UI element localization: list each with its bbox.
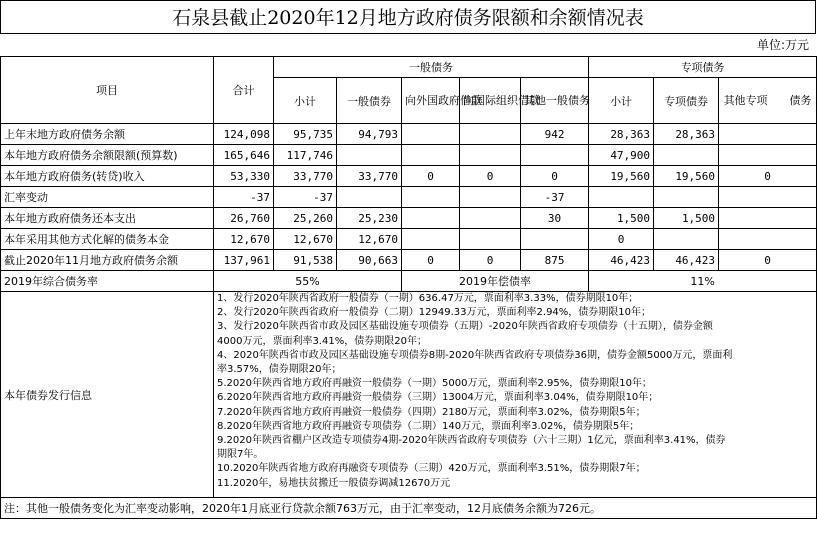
- issuance-line: 8.2020年陕西省地方政府再融资专项债券（二期）140万元，票面利率3.02%，债券期限5年；: [217, 420, 640, 432]
- cell-general-bond: [337, 145, 402, 166]
- cell-special-subtotal: [589, 187, 654, 208]
- cell-total: 12,670: [214, 229, 274, 250]
- comprehensive-rate-value: 55%: [214, 271, 402, 292]
- header-general-subtotal: 小计: [274, 78, 337, 124]
- cell-general-bond: 12,670: [337, 229, 402, 250]
- cell-foreign-gov-loan: [402, 145, 460, 166]
- issuance-label: 本年债券发行信息: [1, 292, 214, 498]
- cell-special-bond: 1,500: [654, 208, 719, 229]
- header-item: 项目: [1, 57, 214, 124]
- cell-foreign-gov-loan: [402, 187, 460, 208]
- cell-general-subtotal: 117,746: [274, 145, 337, 166]
- report-title: 石泉县截止2020年12月地方政府债务限额和余额情况表: [0, 0, 816, 34]
- issuance-line: 4000万元，票面利率3.41%，债券期限20年；: [217, 335, 427, 347]
- issuance-line: 率3.57%，债券期限20年；: [217, 364, 342, 376]
- cell-total: 26,760: [214, 208, 274, 229]
- cell-special-bond: 19,560: [654, 166, 719, 187]
- table-row: [1, 229, 817, 250]
- issuance-line: 3、发行2020年陕西省市政及园区基础设施专项债券（五期）-2020年陕西省政府专项债券（十五期），债券金额: [217, 321, 713, 333]
- cell-intl-org-loan: [460, 145, 521, 166]
- debt-table: [0, 56, 817, 519]
- header-general-bond: 一般债券: [337, 78, 402, 124]
- cell-general-subtotal: -37: [274, 187, 337, 208]
- issuance-line: 11.2020年，易地扶贫搬迁一般债券调减12670万元: [217, 477, 451, 489]
- header-other-special: 其他专项 债务: [719, 78, 817, 124]
- cell-foreign-gov-loan: [402, 229, 460, 250]
- issuance-line: 1、发行2020年陕西省政府一般债券（一期）636.47万元，票面利率3.33%，债券期限10年；: [217, 293, 639, 304]
- header-intl-org-loan: 向国际组织借款: [460, 78, 521, 124]
- cell-intl-org-loan: 0: [460, 250, 521, 271]
- cell-other-general: [521, 145, 589, 166]
- cell-foreign-gov-loan: [402, 124, 460, 145]
- issuance-line: 4、2020年陕西省市政及园区基础设施专项债券8期-2020年陕西省政府专项债券36期，债券金额5000万元，票面利: [217, 349, 733, 361]
- issuance-line: 5.2020年陕西省地方政府再融资一般债券（一期）5000万元，票面利率2.95%，债券期限10年；: [217, 378, 652, 390]
- header-general-group: 一般债务: [274, 57, 589, 78]
- cell-other-general: -37: [521, 187, 589, 208]
- cell-total: 53,330: [214, 166, 274, 187]
- header-foreign-gov-loan: 向外国政府借款: [402, 78, 460, 124]
- header-special-bond: 专项债券: [654, 78, 719, 124]
- repayment-rate-value: 11%: [589, 271, 817, 292]
- cell-total: 137,961: [214, 250, 274, 271]
- cell-other-general: 0: [521, 166, 589, 187]
- row-label: 本年采用其他方式化解的债务本金: [1, 229, 214, 250]
- cell-total: -37: [214, 187, 274, 208]
- cell-intl-org-loan: [460, 229, 521, 250]
- cell-special-bond: 28,363: [654, 124, 719, 145]
- table-row: [1, 124, 817, 145]
- cell-special-bond: 46,423: [654, 250, 719, 271]
- cell-general-subtotal: 12,670: [274, 229, 337, 250]
- table-row: [1, 187, 817, 208]
- issuance-line: 期限7年。: [217, 449, 264, 461]
- footnote: 注：其他一般债务变化为汇率变动影响，2020年1月底亚行贷款余额763万元，由于汇率变动，12月底债务余额为726元。: [1, 498, 817, 519]
- cell-other-special: [719, 124, 817, 145]
- row-label: 汇率变动: [1, 187, 214, 208]
- rates-row: [1, 271, 817, 292]
- cell-intl-org-loan: [460, 187, 521, 208]
- row-label: 截止2020年11月地方政府债务余额: [1, 250, 214, 271]
- cell-special-subtotal: 47,900: [589, 145, 654, 166]
- row-label: 本年地方政府债务余额限额(预算数): [1, 145, 214, 166]
- note-row: [1, 498, 817, 519]
- issuance-line: 2、发行2020年陕西省政府一般债券（二期）12949.33万元，票面利率2.94%，债券期限10年；: [217, 307, 652, 319]
- cell-general-bond: [337, 187, 402, 208]
- cell-intl-org-loan: [460, 124, 521, 145]
- cell-other-general: 875: [521, 250, 589, 271]
- row-label: 上年末地方政府债务余额: [1, 124, 214, 145]
- cell-special-subtotal: 1,500: [589, 208, 654, 229]
- cell-other-special: 0: [719, 250, 817, 271]
- cell-foreign-gov-loan: 0: [402, 250, 460, 271]
- cell-general-bond: 33,770: [337, 166, 402, 187]
- row-label: 本年地方政府债务(转贷)收入: [1, 166, 214, 187]
- cell-intl-org-loan: [460, 208, 521, 229]
- cell-foreign-gov-loan: 0: [402, 166, 460, 187]
- header-special-subtotal: 小计: [589, 78, 654, 124]
- cell-other-general: 942: [521, 124, 589, 145]
- cell-total: 124,098: [214, 124, 274, 145]
- cell-other-general: 30: [521, 208, 589, 229]
- cell-other-special: [719, 145, 817, 166]
- table-row: [1, 166, 817, 187]
- cell-general-subtotal: 91,538: [274, 250, 337, 271]
- issuance-line: 9.2020年陕西省棚户区改造专项债券4期-2020年陕西省政府专项债券（六十三期）1亿元，票面利率3.41%，债券: [217, 435, 726, 447]
- cell-total: 165,646: [214, 145, 274, 166]
- cell-general-bond: 25,230: [337, 208, 402, 229]
- cell-general-bond: 94,793: [337, 124, 402, 145]
- header-special-group: 专项债务: [589, 57, 817, 78]
- cell-special-subtotal: 19,560: [589, 166, 654, 187]
- cell-special-bond: [654, 229, 719, 250]
- cell-other-general: [521, 229, 589, 250]
- cell-general-subtotal: 25,260: [274, 208, 337, 229]
- cell-other-special: [719, 229, 817, 250]
- issuance-row: [1, 292, 817, 498]
- table-row: [1, 250, 817, 271]
- cell-intl-org-loan: 0: [460, 166, 521, 187]
- cell-general-subtotal: 95,735: [274, 124, 337, 145]
- issuance-line: 10.2020年陕西省地方政府再融资专项债券（三期）420万元，票面利率3.51%，债券期限7年；: [217, 463, 646, 475]
- cell-special-subtotal: 28,363: [589, 124, 654, 145]
- header-total: 合计: [214, 57, 274, 124]
- cell-general-bond: 90,663: [337, 250, 402, 271]
- comprehensive-rate-label: 2019年综合债务率: [1, 271, 214, 292]
- cell-special-subtotal: 46,423: [589, 250, 654, 271]
- header-other-general: 其他一般债务: [521, 78, 589, 124]
- cell-other-special: [719, 187, 817, 208]
- cell-special-bond: [654, 145, 719, 166]
- cell-special-bond: [654, 187, 719, 208]
- cell-general-subtotal: 33,770: [274, 166, 337, 187]
- issuance-details: [214, 292, 817, 498]
- issuance-line: 7.2020年陕西省地方政府再融资一般债券（四期）2180万元，票面利率3.02%，债券期限5年；: [217, 406, 646, 418]
- cell-other-special: [719, 208, 817, 229]
- table-row: [1, 145, 817, 166]
- row-label: 本年地方政府债务还本支出: [1, 208, 214, 229]
- issuance-line: 6.2020年陕西省地方政府再融资一般债券（三期）13004万元，票面利率3.04%，债券期限10年；: [217, 392, 659, 404]
- cell-foreign-gov-loan: [402, 208, 460, 229]
- repayment-rate-label: 2019年偿债率: [402, 271, 589, 292]
- unit-label: 单位:万元: [756, 38, 809, 52]
- cell-other-special: 0: [719, 166, 817, 187]
- table-row: [1, 208, 817, 229]
- cell-special-subtotal: 0: [589, 229, 654, 250]
